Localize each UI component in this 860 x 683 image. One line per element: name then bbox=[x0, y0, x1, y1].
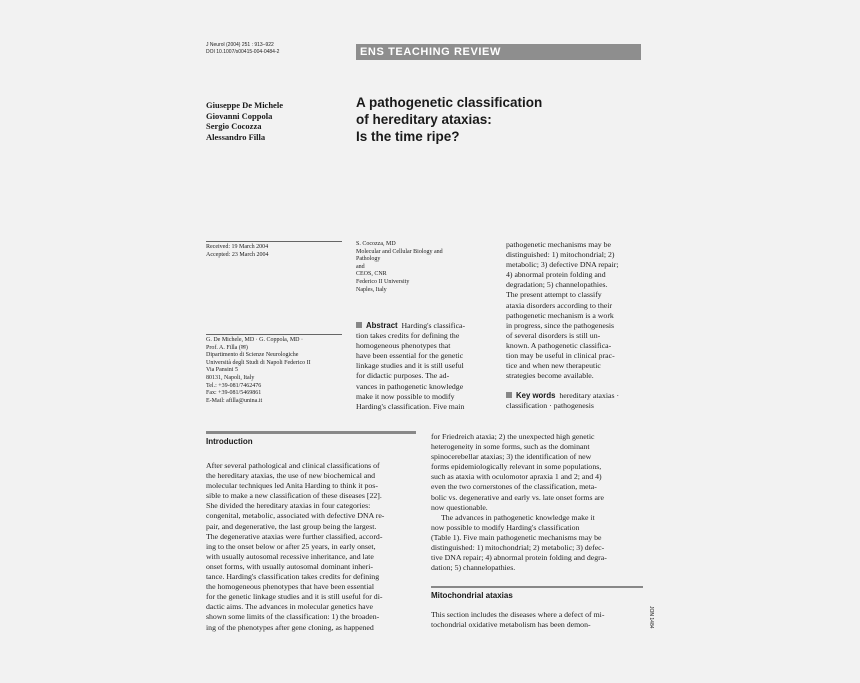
author-list bbox=[206, 100, 346, 142]
keywords: Key words hereditary ataxias · classification · pathogenesis bbox=[506, 391, 620, 411]
abstract-label: Abstract bbox=[366, 321, 398, 330]
keywords-label: Key words bbox=[516, 391, 556, 400]
intro-heading: Introduction bbox=[206, 437, 253, 446]
author: Alessandro Filla bbox=[206, 131, 266, 142]
author: Sergio Cocozza bbox=[206, 121, 262, 131]
abstract-col2: pathogenetic mechanisms may be distinguished: 1) mitochondrial; 2) metabolic; 3) defective DNA repair; 4) abnormal protein folding and degradation; 5) channelopathies. The present attempt to classify ataxia disorders according to their pathogenetic mechanism is a work in progress, since the pathogenesis of several disorders is still un- known. A pathogenetic classifica- tion may be useful in clinical prac- tice and when new therapeutic strategies become available. bbox=[506, 240, 619, 381]
intro-text: After several pathological and clinical classifications of the hereditary ataxias, the use of new biochemical and molecular techniques led Anita Harding to think it pos- sible to make a new classification of these diseases [22]. She divided the hereditary ataxias in four categories: congenital, metabolic, associated with defective DNA re- pair, and degenerative, the last group being the largest. The degenerative ataxias were further classified, accord- ing to the onset below or after 25 years, in early onset, with usually autosomal recessive inheritance, and late onset forms, with usually autosomal dominant inheri- tance. Harding's classification takes credits for defining the homogeneous phenotypes that have been essential for the genetic linkage studies and it is still useful for di- dactic aims. The advances in molecular genetics have shown some limits of the classification: 1) the broaden- ing of the phenotypes after gene cloning, as happened bbox=[206, 461, 385, 632]
side-id: JON 1484 bbox=[648, 606, 654, 629]
paper-title: A pathogenetic classification of hereditary ataxias: Is the time ripe? bbox=[356, 95, 543, 144]
divider bbox=[206, 334, 342, 335]
right-col-text: for Friedreich ataxia; 2) the unexpected high genetic heterogeneity in some forms, such as the dominant spinocerebellar ataxias; 3) the identification of new forms epidemiologically relevant in some populations, such as ataxia with oculomotor apraxia 1 and 2; and 4) even the two cornerstones of the classification, meta- bolic vs. degenerative and early vs. late onset forms are now questionable. The advances in pathogenetic knowledge make it now possible to modify Harding's classification (Table 1). Five main pathogenetic mechanisms may be distinguished: 1) mitochondrial; 2) metabolic; 3) defec- tive DNA repair; 4) abnormal protein folding and degra- dation; 5) channelopathies. bbox=[431, 432, 607, 573]
received-dates: Received: 19 March 2004 Accepted: 23 March 2004 bbox=[206, 244, 269, 258]
mito-text: This section includes the diseases where a defect of mi- tochondrial oxidative metabolism has been demon- bbox=[431, 610, 605, 630]
author: Giovanni Coppola bbox=[206, 110, 273, 121]
abstract-col1: Abstract Harding's classifica- tion takes credits for defining the homogeneous phenotypes that have been essential for the genetic linkage studies and it is still useful for didactic purposes. The ad- vances in pathogenetic knowledge make it now possible to modify Harding's classification. Five main bbox=[356, 321, 466, 411]
section-banner: ENS TEACHING REVIEW bbox=[356, 44, 641, 60]
square-bullet-icon bbox=[506, 392, 512, 398]
cocozza-affiliation: S. Cocozza, MD Molecular and Cellular Biology and Pathology and CEOS, CNR Federico II University Naples, Italy bbox=[356, 241, 443, 293]
square-bullet-icon bbox=[356, 322, 362, 328]
author: Giuseppe De Michele bbox=[206, 100, 283, 110]
divider bbox=[206, 241, 342, 242]
section-rule bbox=[431, 586, 643, 588]
mito-heading: Mitochondrial ataxias bbox=[431, 591, 513, 600]
author-affiliation: G. De Michele, MD · G. Coppola, MD · Prof. A. Filla (✉) Dipartimento di Scienze Neurologiche Università degli Studi di Napoli Federico II Via Pansini 5 80131, Napoli, Italy Tel.: +39-081/7462476 Fax: +39-081/5469861 E-Mail: afilla@unina.it bbox=[206, 337, 311, 404]
section-rule bbox=[206, 431, 416, 434]
journal-citation: J Neurol (2004) 251 : 913–922 DOI 10.1007/s00415-004-0484-2 bbox=[206, 42, 280, 55]
